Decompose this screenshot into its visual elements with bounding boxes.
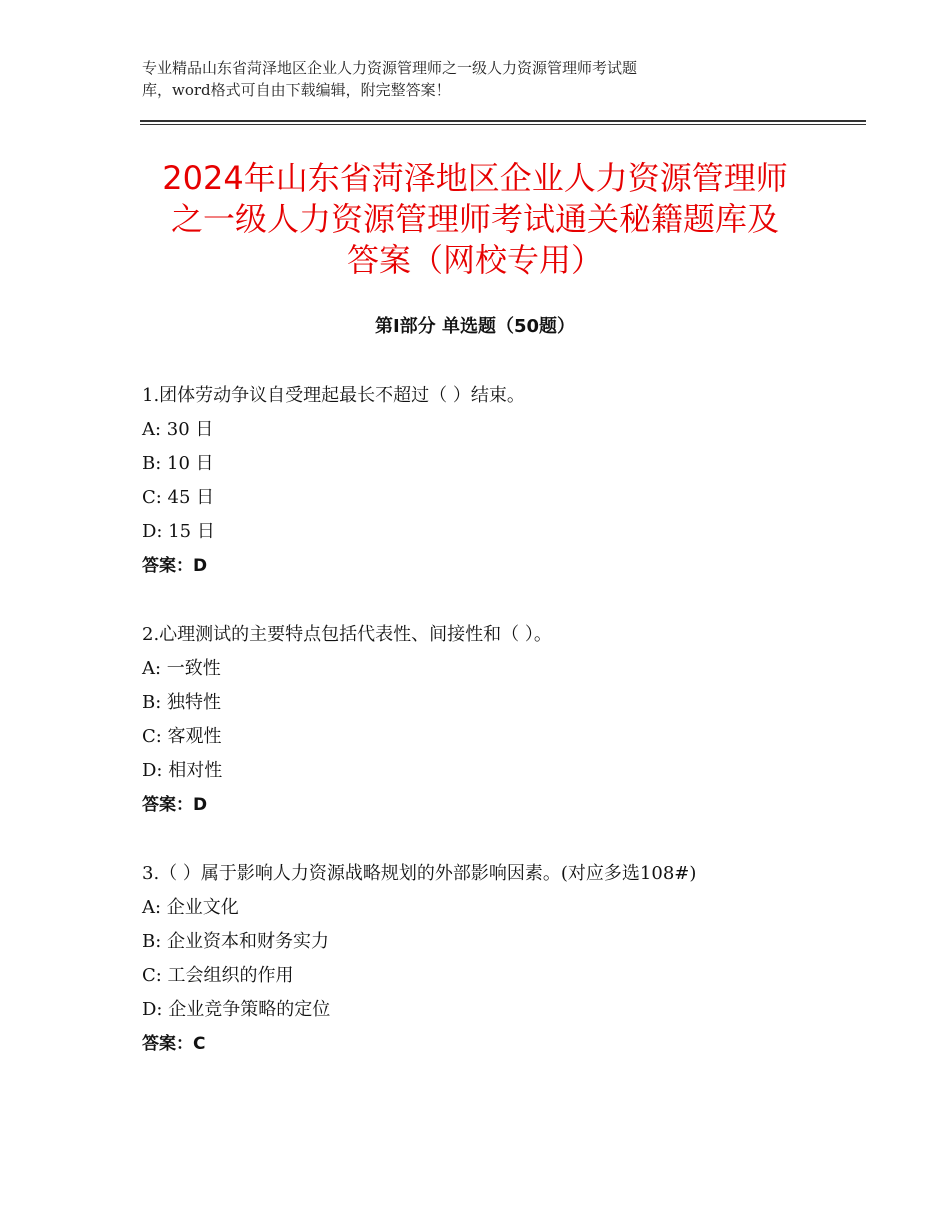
option-c: C: 工会组织的作用 <box>142 965 294 986</box>
option-b: B: 10 日 <box>142 453 214 474</box>
option-a: A: 企业文化 <box>142 897 239 918</box>
question-stem: 2.心理测试的主要特点包括代表性、间接性和（ ）。 <box>142 624 552 645</box>
header-divider <box>140 120 866 125</box>
question-2 <box>142 618 842 822</box>
document-title-line-3: 答案（网校专用） <box>346 241 603 279</box>
question-stem: 3.（ ）属于影响人力资源战略规划的外部影响因素。(对应多选108#) <box>142 863 697 884</box>
document-title-line-1: 2024年山东省菏泽地区企业人力资源管理师 <box>162 159 788 197</box>
question-1 <box>142 379 842 583</box>
header-note-line-1: 专业精品山东省菏泽地区企业人力资源管理师之一级人力资源管理师考试题 <box>142 59 638 77</box>
option-b: B: 企业资本和财务实力 <box>142 931 330 952</box>
option-d: D: 相对性 <box>142 760 223 781</box>
option-a: A: 30 日 <box>142 419 214 440</box>
answer: 答案：D <box>142 556 208 576</box>
answer: 答案：C <box>142 1034 206 1054</box>
section-title: 第Ⅰ部分 单选题（50题） <box>374 316 575 337</box>
header-note-line-2: 库，word格式可自由下载编辑，附完整答案！ <box>142 81 451 99</box>
document-title-line-2: 之一级人力资源管理师考试通关秘籍题库及 <box>170 200 779 238</box>
question-stem: 1.团体劳动争议自受理起最长不超过（ ）结束。 <box>142 385 525 406</box>
answer: 答案：D <box>142 795 208 815</box>
option-a: A: 一致性 <box>142 658 221 679</box>
header-note <box>142 57 792 101</box>
question-3 <box>142 857 842 1061</box>
option-c: C: 客观性 <box>142 726 222 747</box>
option-d: D: 15 日 <box>142 521 215 542</box>
option-c: C: 45 日 <box>142 487 215 508</box>
option-b: B: 独特性 <box>142 692 222 713</box>
document-title <box>140 158 810 281</box>
option-d: D: 企业竞争策略的定位 <box>142 999 331 1020</box>
